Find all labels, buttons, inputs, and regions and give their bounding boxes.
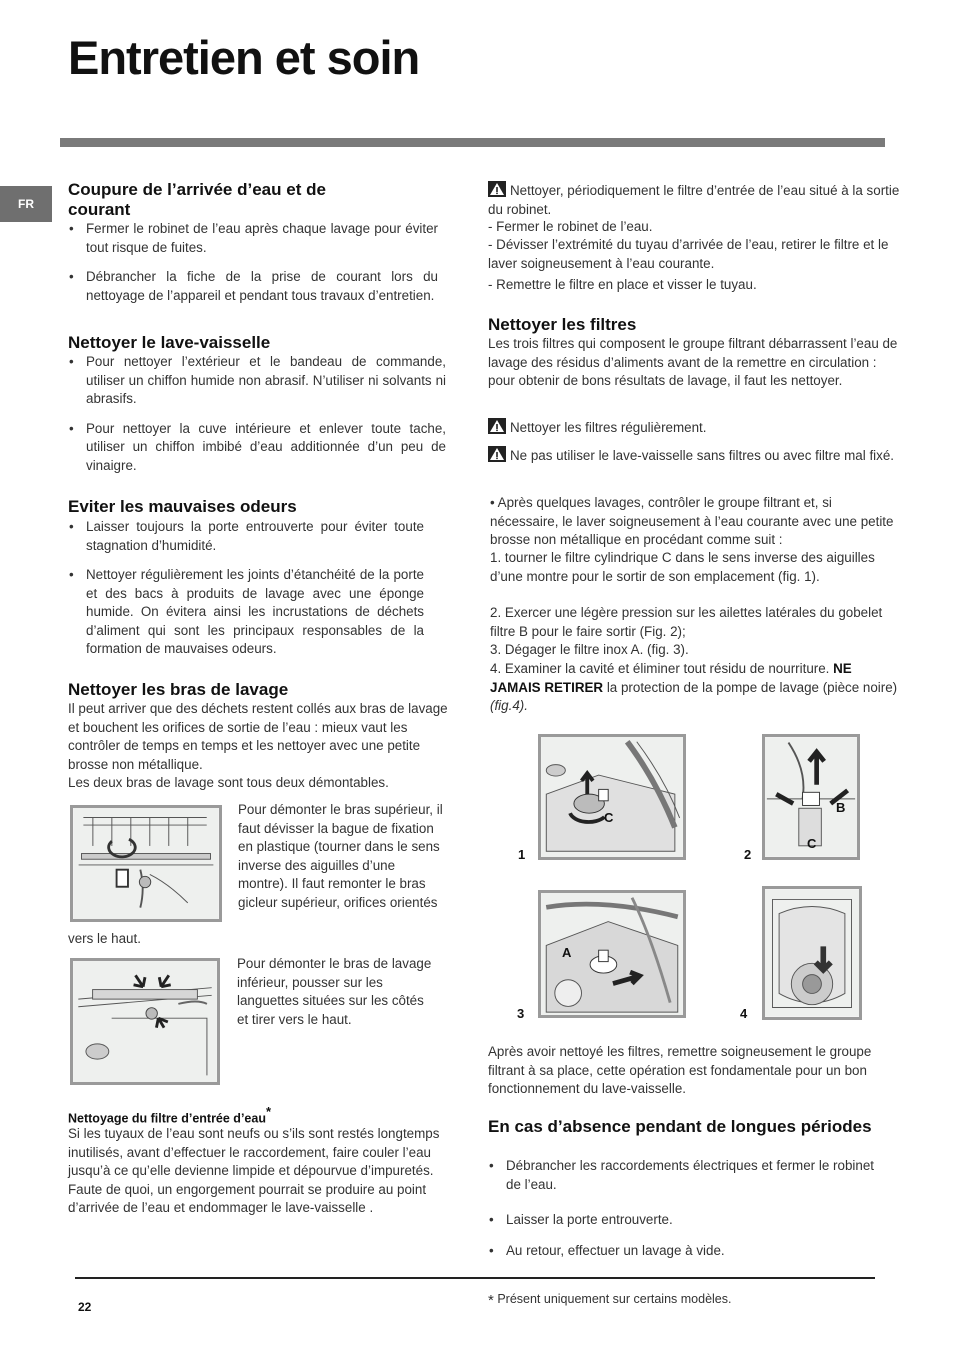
filters-steps-intro: • Après quelques lavages, contrôler le groupe filtrant et, si nécessaire, le laver soigneusement à l’eau courante avec une petite brosse non métallique en procédant comme suit : <box>490 495 894 547</box>
upper-arm-text-tail: vers le haut. <box>68 931 141 946</box>
list-clean-dishwasher <box>68 353 446 486</box>
list-item: • Au retour, effectuer un lavage à vide. <box>488 1242 874 1261</box>
step-4-text: 4. Examiner la cavité et éliminer tout résidu de nourriture. <box>490 661 830 676</box>
section-title-absence: En cas d’absence pendant de longues périodes <box>488 1117 872 1136</box>
filter-label-c: C <box>604 810 614 825</box>
filter-label-b: B <box>836 800 846 815</box>
inlet-filter-title: Nettoyage du filtre d’entrée d’eau <box>68 1111 266 1126</box>
bottom-divider <box>75 1277 875 1279</box>
filters-step-3: 3. Dégager le filtre inox A. (fig. 3). <box>490 642 689 657</box>
figure-1-illustration <box>541 737 683 857</box>
list-item: • Pour nettoyer l’extérieur et le bandeau de commande, utiliser un chiffon humide non abrasif. N’utiliser ni solvants ni abrasifs. <box>68 353 446 409</box>
inlet-warning <box>488 181 906 219</box>
list-item: • Laisser toujours la porte entrouverte pour éviter toute stagnation d’humidité. <box>68 518 424 555</box>
figure-number-3: 3 <box>517 1006 525 1021</box>
filters-after-text: Après avoir nettoyé les filtres, remettre soigneusement le groupe filtrant à sa place, cette opération est fondamentale pour un bon fonctionnement du lave-vaisselle. <box>488 1044 872 1096</box>
inlet-step-3: - Remettre le filtre en place et visser le tuyau. <box>488 277 757 292</box>
inlet-filter-text: Si les tuyaux de l’eau sont neufs ou s’ils sont restés longtemps inutilisés, avant d’effectuer le raccordement, faire couler l’eau jusqu’à ce qu’elle devienne limpide et dépourvue d’impuretés. Faute de quoi, un engorgement pourrait se produire au point d’arrivée de l’eau et endommager le lave-vaisselle . <box>68 1126 440 1215</box>
warning-icon <box>488 446 506 462</box>
list-item: • Laisser la porte entrouverte. <box>488 1211 874 1230</box>
filters-step-2: 2. Exercer une légère pression sur les ailettes latérales du gobelet filtre B pour le faire sortir (Fig. 2); <box>490 605 883 639</box>
spray-arms-note: Les deux bras de lavage sont tous deux démontables. <box>68 775 389 790</box>
warning-icon <box>488 418 506 434</box>
step-4-detail: la protection de la pompe de lavage (pièce noire) <box>606 679 898 695</box>
figure-3 <box>538 890 686 1018</box>
upper-arm-text: Pour démonter le bras supérieur, il faut dévisser la bague de fixation en plastique (tourner dans le sens inverse des aiguilles d’une montre). Il faut remonter le bras gicleur supérieur, orifices orientés <box>238 802 443 910</box>
page-title: Entretien et soin <box>68 31 420 84</box>
filters-intro: Les trois filtres qui composent le groupe filtrant débarrassent l’eau de lavage des résidus d’aliments avant de la remettre en circulation : pour obtenir de bons résultats de lavage, il faut les nettoyer. <box>488 336 898 388</box>
list-item: • Débrancher les raccordements électriques et fermer le robinet de l’eau. <box>488 1157 874 1194</box>
figure-number-4: 4 <box>740 1006 748 1021</box>
filters-warning-2-text: Ne pas utiliser le lave-vaisselle sans filtres ou avec filtre mal fixé. <box>510 448 895 463</box>
step-4-warning: NE JAMAIS RETIRER <box>490 661 852 695</box>
filter-label-a: A <box>562 945 572 960</box>
inlet-step-2: - Dévisser l’extrémité du tuyau d’arrivée de l’eau, retirer le filtre et le laver soigneusement à l’eau courante. <box>488 237 889 271</box>
list-odours <box>68 518 424 670</box>
page-number: 22 <box>78 1300 92 1314</box>
upper-spray-arm-illustration <box>73 808 219 919</box>
list-item: • Nettoyer régulièrement les joints d’étanchéité de la porte et des bacs à produits de lavage avec une éponge humide. On évitera ainsi les incrustations de déchets d’aliment qui sont les principaux responsables de la formation de mauvaises odeurs. <box>68 566 424 659</box>
footnote-text: Présent uniquement sur certains modèles. <box>497 1292 732 1306</box>
filters-step-4 <box>490 660 904 716</box>
figure-number-2: 2 <box>744 847 752 862</box>
filters-warning-2 <box>488 446 906 466</box>
filters-warning-1 <box>488 418 906 438</box>
warning-icon <box>488 181 506 197</box>
inlet-step-1: - Fermer le robinet de l’eau. <box>488 219 653 234</box>
section-title-odours: Eviter les mauvaises odeurs <box>68 497 297 516</box>
list-item: • Pour nettoyer la cuve intérieure et enlever toute tache, utiliser un chiffon imbibé d’eau additionnée d’un peu de vinaigre. <box>68 420 446 476</box>
list-water-power <box>68 220 438 316</box>
spray-arms-paragraph: Il peut arriver que des déchets restent collés aux bras de lavage et bouchent les orifices de sortie de l’eau : mieux vaut les contrôler de temps en temps et les nettoyer avec une petite brosse non métallique. <box>68 701 448 772</box>
footnote <box>488 1292 731 1309</box>
figure-1 <box>538 734 686 860</box>
section-title-spray-arms: Nettoyer les bras de lavage <box>68 680 289 699</box>
list-absence <box>488 1157 874 1271</box>
language-tab: FR <box>0 186 52 222</box>
top-divider <box>60 138 885 147</box>
filters-step-1: 1. tourner le filtre cylindrique C dans le sens inverse des aiguilles d’une montre pour le sortir de son emplacement (fig. 1). <box>490 550 875 584</box>
filter-label-c-fig2: C <box>807 836 817 851</box>
figure-4-illustration <box>765 889 859 1017</box>
footnote-marker: * <box>265 1104 272 1119</box>
footnote-star: * <box>488 1292 494 1309</box>
section-title-inlet-filter <box>68 1104 448 1127</box>
figure-lower-spray-arm <box>70 958 220 1085</box>
lower-spray-arm-illustration <box>73 961 217 1082</box>
inlet-warning-text: Nettoyer, périodiquement le filtre d’entrée de l’eau situé à la sortie du robinet. <box>488 183 900 217</box>
lower-arm-text: Pour démonter le bras de lavage inférieur, pousser sur les languettes situées sur les côtés et tirer vers le haut. <box>237 956 432 1027</box>
list-item: • Débrancher la fiche de la prise de courant lors du nettoyage de l’appareil et pendant tous travaux d’entretien. <box>68 268 438 305</box>
section-title-water-power: Coupure de l’arrivée d’eau et de courant <box>68 180 326 219</box>
section-title-filters: Nettoyer les filtres <box>488 315 637 334</box>
step-4-figref: (fig.4). <box>490 698 528 713</box>
figure-upper-spray-arm <box>70 805 222 922</box>
section-title-clean-dishwasher: Nettoyer le lave-vaisselle <box>68 333 271 352</box>
figure-number-1: 1 <box>518 847 526 862</box>
list-item: • Fermer le robinet de l’eau après chaque lavage pour éviter tout risque de fuites. <box>68 220 438 257</box>
filters-warning-1-text: Nettoyer les filtres régulièrement. <box>510 420 707 435</box>
figure-4 <box>762 886 862 1020</box>
